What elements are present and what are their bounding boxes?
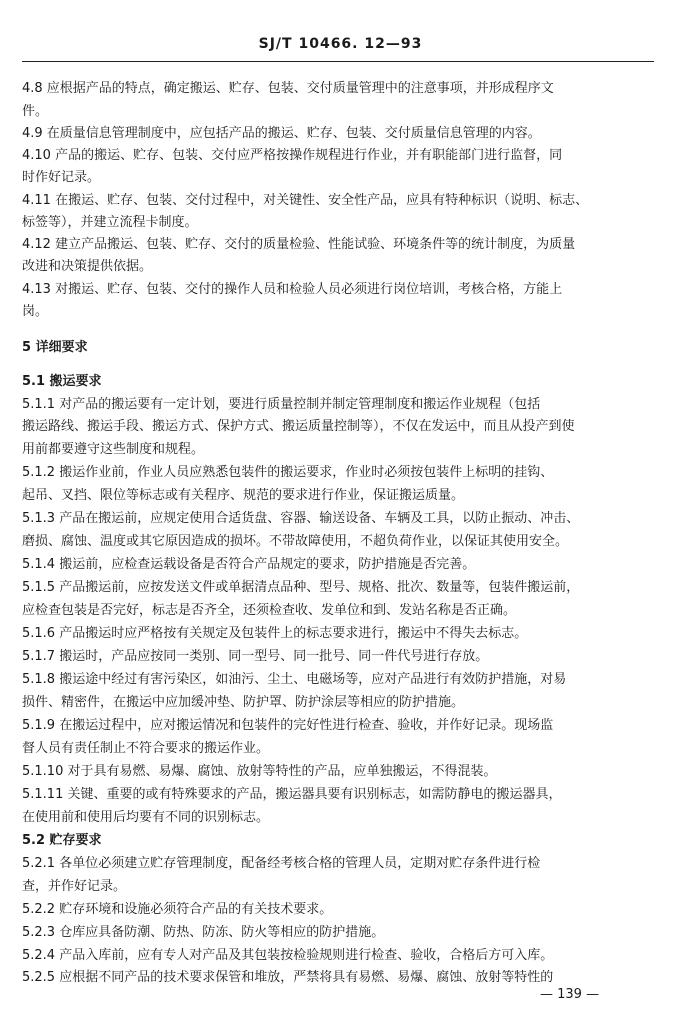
text-line: 5.2.1 各单位必须建立贮存管理制度，配备经考核合格的管理人员，定期对贮存条件进行检 [22,856,541,871]
text-line: 时作好记录。 [22,170,101,185]
text-line: 4.12 建立产品搬运、包装、贮存、交付的质量检验、性能试验、环境条件等的统计制度，为质量 [22,237,576,252]
text-line: 起吊、叉挡、限位等标志或有关程序、规范的要求进行作业，保证搬运质量。 [22,488,465,503]
text-line: 磨损、腐蚀、温度或其它原因造成的损坏。不带故障使用，不超负荷作业，以保证其使用安全。 [22,534,569,549]
text-line: 5.1.5 产品搬运前，应按发送文件或单据清点品种、型号、规格、批次、数量等，包装件搬运前， [22,580,580,595]
text-line: 5.1.10 对于具有易燃、易爆、腐蚀、放射等特性的产品，应单独搬运，不得混装。 [22,764,497,779]
text-line: 4.8 应根据产品的特点，确定搬运、贮存、包装、交付质量管理中的注意事项，并形成程序文 [22,81,554,96]
text-line: 5.2.4 产品入库前，应有专人对产品及其包装按检验规则进行检查、验收，合格后方可入库。 [22,948,554,963]
text-line: 5.1.4 搬运前，应检查运载设备是否符合产品规定的要求，防护措施是否完善。 [22,557,476,572]
text-line: 标签等），并建立流程卡制度。 [22,215,198,230]
text-line: 4.9 在质量信息管理制度中，应包括产品的搬运、贮存、包装、交付质量信息管理的内容。 [22,126,541,141]
text-line: 应检查包装是否完好，标志是否齐全，还须检查收、发单位和到、发站名称是否正确。 [22,603,517,618]
text-line: 4.13 对搬运、贮存、包装、交付的操作人员和检验人员必须进行岗位培训，考核合格，方能上 [22,282,563,297]
text-line: 5.1.1 对产品的搬运要有一定计划，要进行质量控制并制定管理制度和搬运作业规程（包括 [22,397,541,412]
header-rule [22,61,654,62]
text-line: 用前都要遵守这些制度和规程。 [22,442,205,457]
subsection-heading: 5.2 贮存要求 [22,833,102,848]
page-number: — 139 — [540,987,600,1002]
text-line: 5.1.9 在搬运过程中，应对搬运情况和包装件的完好性进行检查、验收，并作好记录。现场监 [22,718,554,733]
text-line: 5.1.3 产品在搬运前，应规定使用合适货盘、容器、输送设备、车辆及工具，以防止振动、冲击、 [22,511,580,526]
text-line: 件。 [22,104,49,119]
text-line: 5.1.11 关键、重要的或有特殊要求的产品，搬运器具要有识别标志，如需防静电的搬运器具， [22,787,562,802]
subsection-heading: 5.1 搬运要求 [22,374,102,389]
text-line: 4.10 产品的搬运、贮存、包装、交付应严格按操作规程进行作业，并有职能部门进行监督，同 [22,148,563,163]
text-line: 5.1.6 产品搬运时应严格按有关规定及包装件上的标志要求进行，搬运中不得失去标志。 [22,626,528,641]
text-line: 岗。 [22,304,49,319]
text-line: 5.2.2 贮存环境和设施必须符合产品的有关技术要求。 [22,902,333,917]
text-line: 在使用前和使用后均要有不同的识别标志。 [22,810,270,825]
standard-number-header: SJ/T 10466. 12—93 [258,36,423,52]
text-line: 督人员有责任制止不符合要求的搬运作业。 [22,741,270,756]
text-line: 改进和决策提供依据。 [22,259,153,274]
text-line: 4.11 在搬运、贮存、包装、交付过程中，对关键性、安全性产品，应具有特种标识（说明、标志、 [22,193,589,208]
text-line: 查，并作好记录。 [22,879,127,894]
text-line: 搬运路线、搬运手段、搬运方式、保护方式、搬运质量控制等），不仅在发运中，而且从投产到使 [22,419,575,434]
text-line: 5.1.7 搬运时，产品应按同一类别、同一型号、同一批号、同一件代号进行存放。 [22,649,489,664]
text-line: 5.1.2 搬运作业前，作业人员应熟悉包装件的搬运要求，作业时必须按包装件上标明的挂钩、 [22,465,554,480]
text-line: 5.1.8 搬运途中经过有害污染区，如油污、尘土、电磁场等，应对产品进行有效防护措施，对易 [22,672,567,687]
text-line: 损件、精密件，在搬运中应加缓冲垫、防护罩、防护涂层等相应的防护措施。 [22,695,465,710]
section-heading: 5 详细要求 [22,340,88,355]
text-line: 5.2.3 仓库应具备防潮、防热、防冻、防火等相应的防护措施。 [22,925,385,940]
text-line: 5.2.5 应根据不同产品的技术要求保管和堆放，严禁将具有易燃、易爆、腐蚀、放射等特性的 [22,970,554,985]
